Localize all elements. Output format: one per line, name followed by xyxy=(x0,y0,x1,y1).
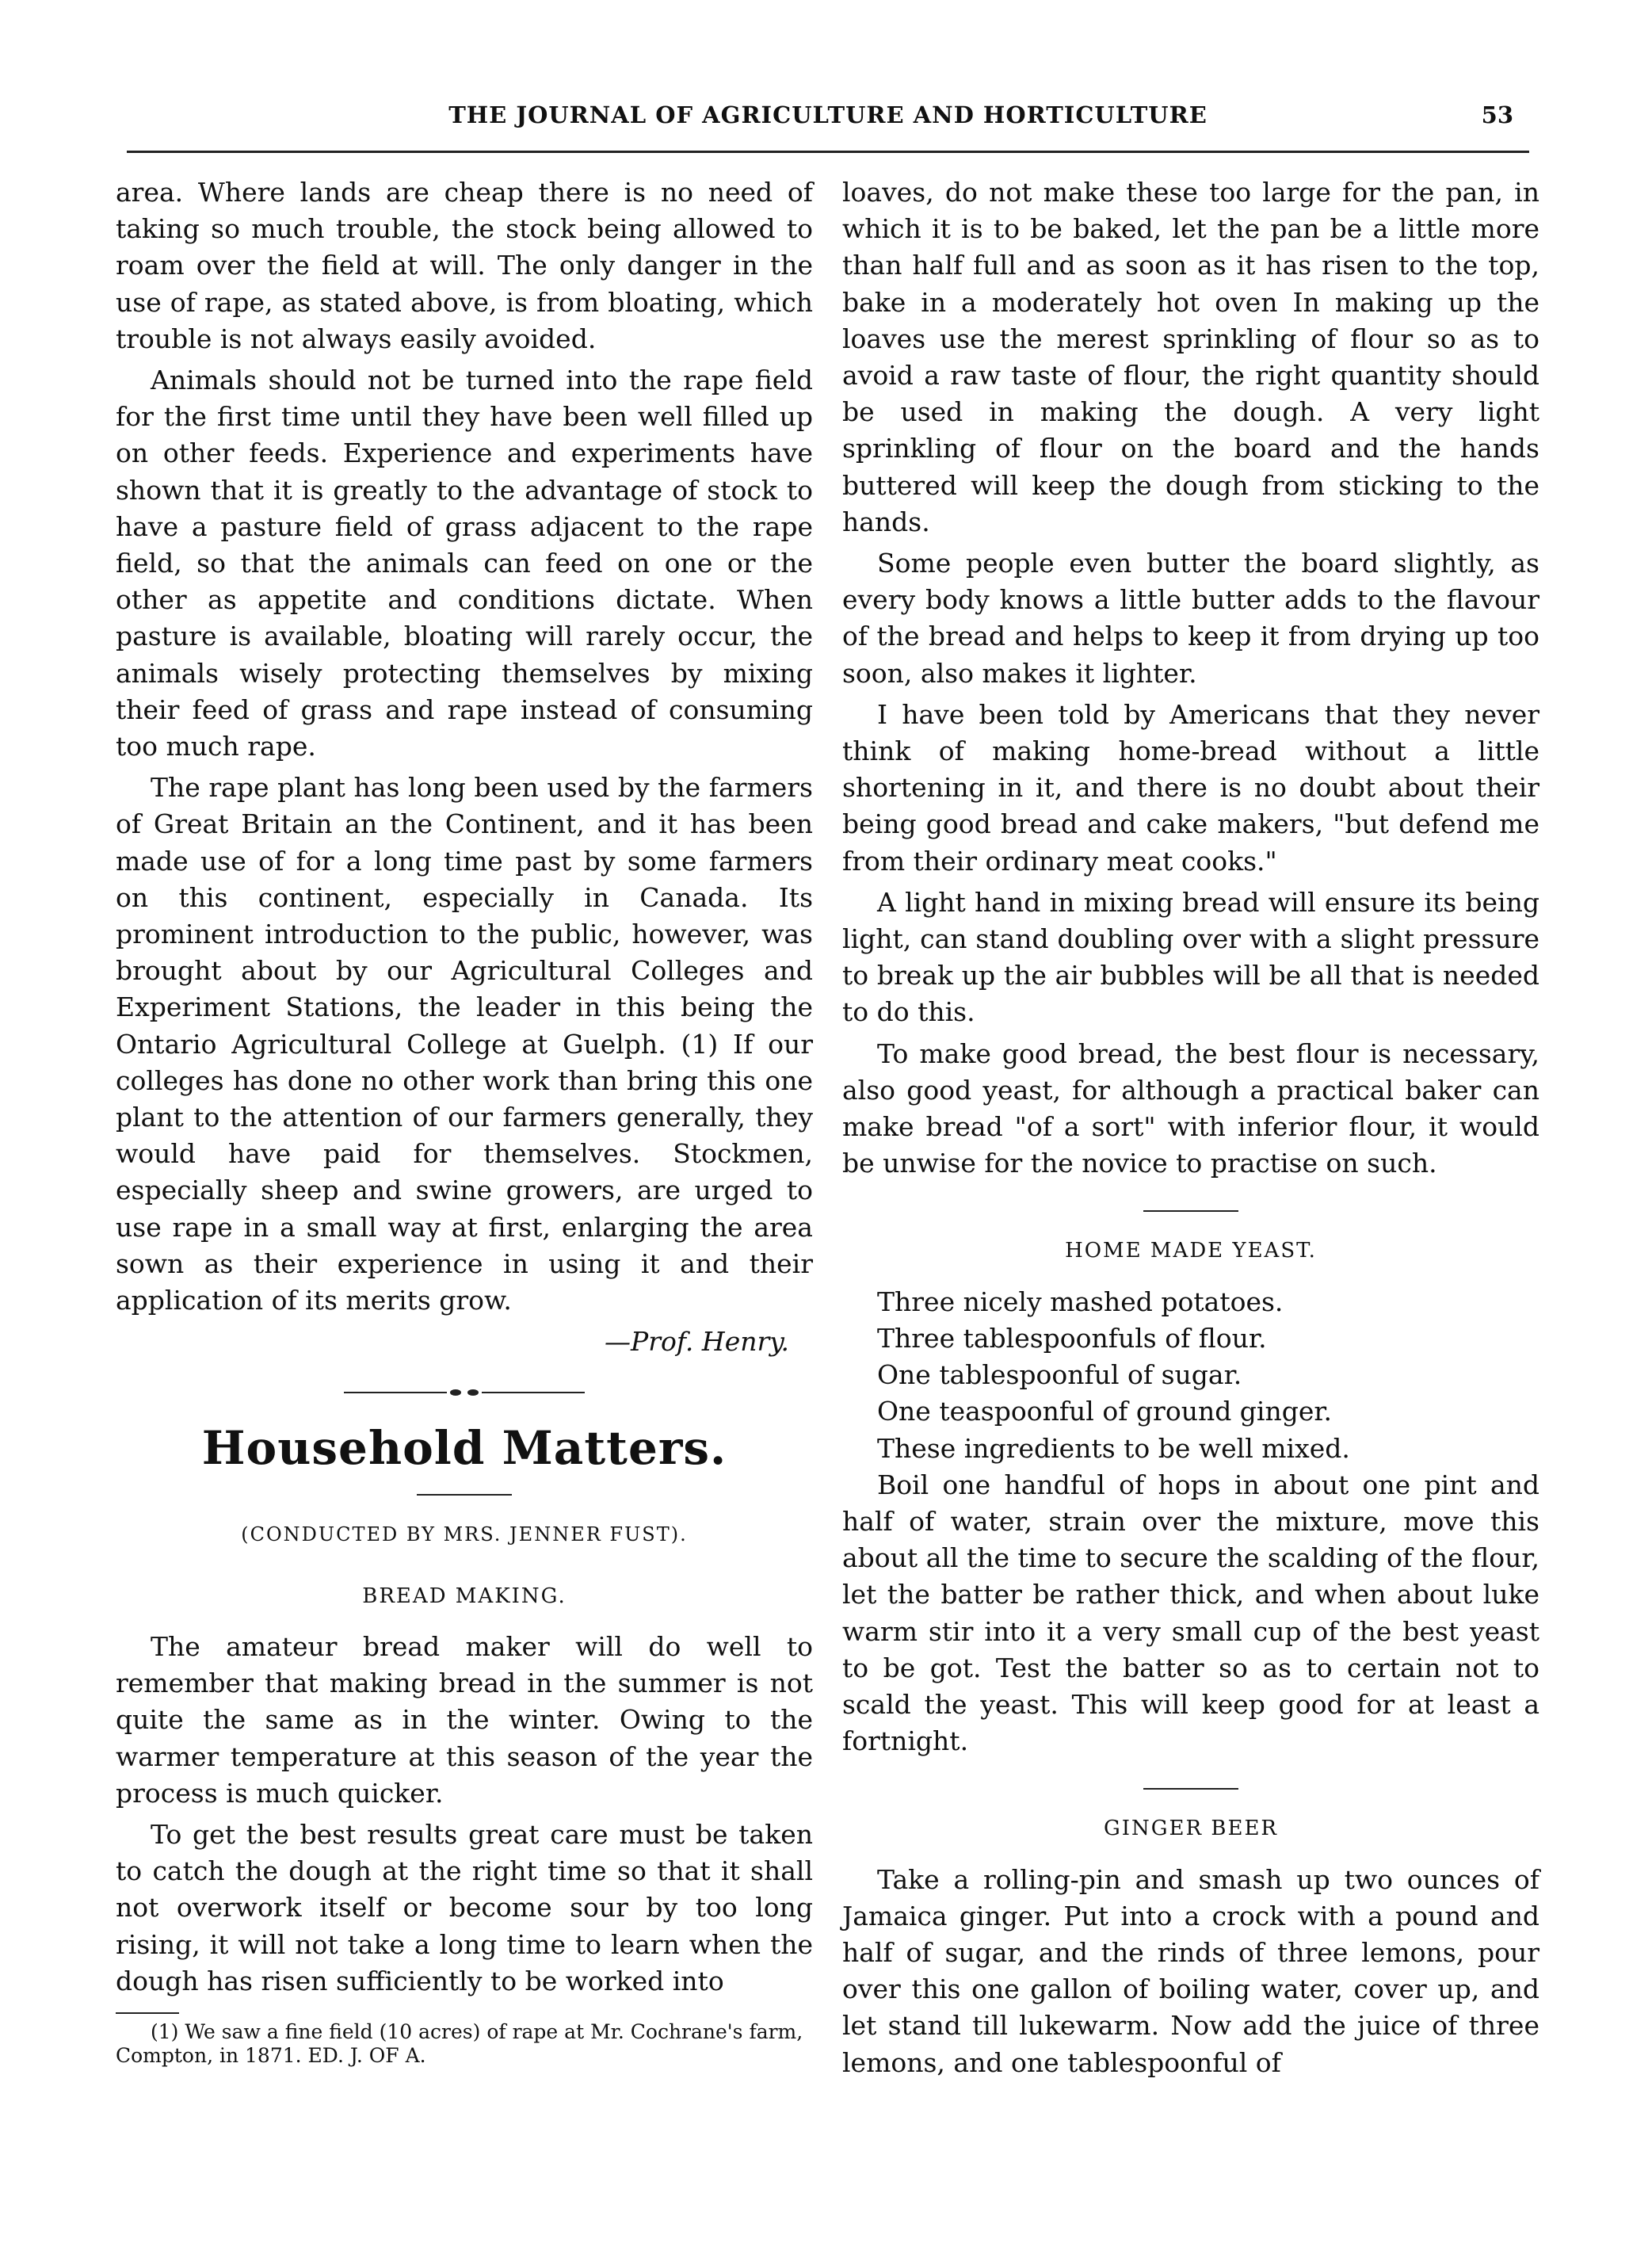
short-rule xyxy=(1143,1210,1238,1212)
recipe-line: One tablespoonful of sugar. xyxy=(877,1359,1242,1391)
ornament-divider xyxy=(116,1380,813,1405)
paragraph: area. Where lands are cheap there is no need of taking so much trouble, the stock being allowed to roam over the field at will. The only danger in the use of rape, as stated above, is from bloating, which trouble is not always easily avoided. xyxy=(116,177,813,354)
recipe-line: One teaspoonful of ground ginger. xyxy=(877,1396,1333,1427)
short-rule xyxy=(1143,1788,1238,1790)
paragraph: To get the best results great care must be taken to catch the dough at the right time so that it shall not overwork itself or become sour by too long rising, it will not take a long time to learn when the dough has risen sufficiently to be worked into xyxy=(116,1818,813,1996)
journal-title: THE JOURNAL OF AGRICULTURE AND HORTICULTURE xyxy=(448,101,1208,128)
author-signature: —Prof. Henry. xyxy=(605,1326,789,1358)
bread-making-heading: BREAD MAKING. xyxy=(362,1584,567,1608)
paragraph: Some people even butter the board slightly, as every body knows a little butter adds to the flavour of the bread and helps to keep it from drying up too soon, also makes it lighter. xyxy=(842,548,1539,689)
recipe-line: Three nicely mashed potatoes. xyxy=(877,1286,1284,1317)
home-made-yeast-heading: HOME MADE YEAST. xyxy=(1065,1239,1317,1263)
recipe-line: These ingredients to be well mixed. xyxy=(877,1432,1350,1464)
paragraph: Boil one handful of hops in about one pint and half of water, strain over the mixture, move this about all the time to secure the scalding of the flour, let the batter be rather thick, and when about luke warm stir into it a very small cup of the best yeast to be got. Test the batter so as to certain not to scald the yeast. This will keep good for at least a fortnight. xyxy=(842,1469,1539,1757)
running-header xyxy=(127,101,1529,147)
paragraph: Take a rolling-pin and smash up two ounces of Jamaica ginger. Put into a crock with a pound and half of sugar, and the rinds of three lemons, pour over this one gallon of boiling water, cover up, and let stand till lukewarm. Now add the juice of three lemons, and one tablespoonful of xyxy=(842,1863,1539,2078)
section-title: Household Matters. xyxy=(201,1420,727,1475)
paragraph: loaves, do not make these too large for the pan, in which it is to be baked, let the pan be a little more than half full and as soon as it has risen to the top, bake in a moderately hot oven In making up the loaves use the merest sprinkling of flour so as to avoid a raw taste of flour, the right quantity should be used in making the dough. A very light sprinkling of flour on the board and the hands buttered will keep the dough from sticking to the hands. xyxy=(842,177,1539,537)
header-rule xyxy=(127,151,1529,153)
short-rule xyxy=(417,1494,512,1496)
recipe-line: Three tablespoonfuls of flour. xyxy=(877,1322,1267,1354)
conducted-by: (CONDUCTED BY MRS. JENNER FUST). xyxy=(241,1523,688,1545)
page-number: 53 xyxy=(1481,101,1513,128)
paragraph: The rape plant has long been used by the farmers of Great Britain an the Continent, and it has been made use of for a long time past by some farmers on this continent, especially in Canada. Its prominent introduction to the public, however, was brought about by our Agricultural Colleges and Experiment Stations, the leader in this being the Ontario Agricultural College at Guelph. (1) If our colleges has done no other work than bring this one plant to the attention of our farmers generally, they would have paid for themselves. Stockmen, especially sheep and swine growers, are urged to use rape in a small way at first, enlarging the area sown as their experience in using it and their application of its merits grow. xyxy=(116,772,813,1316)
paragraph: Animals should not be turned into the rape field for the first time until they have been well filled up on other feeds. Experience and experiments have shown that it is greatly to the advantage of stock to have a pasture field of grass adjacent to the rape field, so that the animals can feed on one or the other as appetite and conditions dictate. When pasture is available, bloating will rarely occur, the animals wisely protecting themselves by mixing their feed of grass and rape instead of consuming too much rape. xyxy=(116,365,813,762)
paragraph: The amateur bread maker will do well to remember that making bread in the summer is not quite the same as in the winter. Owing to the warmer temperature at this season of the year the process is much quicker. xyxy=(116,1630,813,1809)
paragraph: I have been told by Americans that they never think of making home-bread without a little shortening in it, and there is no doubt about their being good bread and cake makers, "but defend me from their ordinary meat cooks." xyxy=(842,698,1539,877)
right-column xyxy=(842,174,1539,2086)
paragraph: A light hand in mixing bread will ensure its being light, can stand doubling over with a slight pressure to break up the air bubbles will be all that is needed to do this. xyxy=(842,886,1539,1028)
left-column xyxy=(116,174,813,2073)
ginger-beer-heading: GINGER BEER xyxy=(1103,1817,1279,1841)
footnote-rule xyxy=(116,2012,179,2014)
footnote: (1) We saw a fine field (10 acres) of rape at Mr. Cochrane's farm, Compton, in 1871. ED. J. OF A. xyxy=(116,2019,803,2067)
paragraph: To make good bread, the best flour is necessary, also good yeast, for although a practical baker can make bread "of a sort" with inferior flour, it would be unwise for the novice to practise on such. xyxy=(842,1037,1539,1179)
